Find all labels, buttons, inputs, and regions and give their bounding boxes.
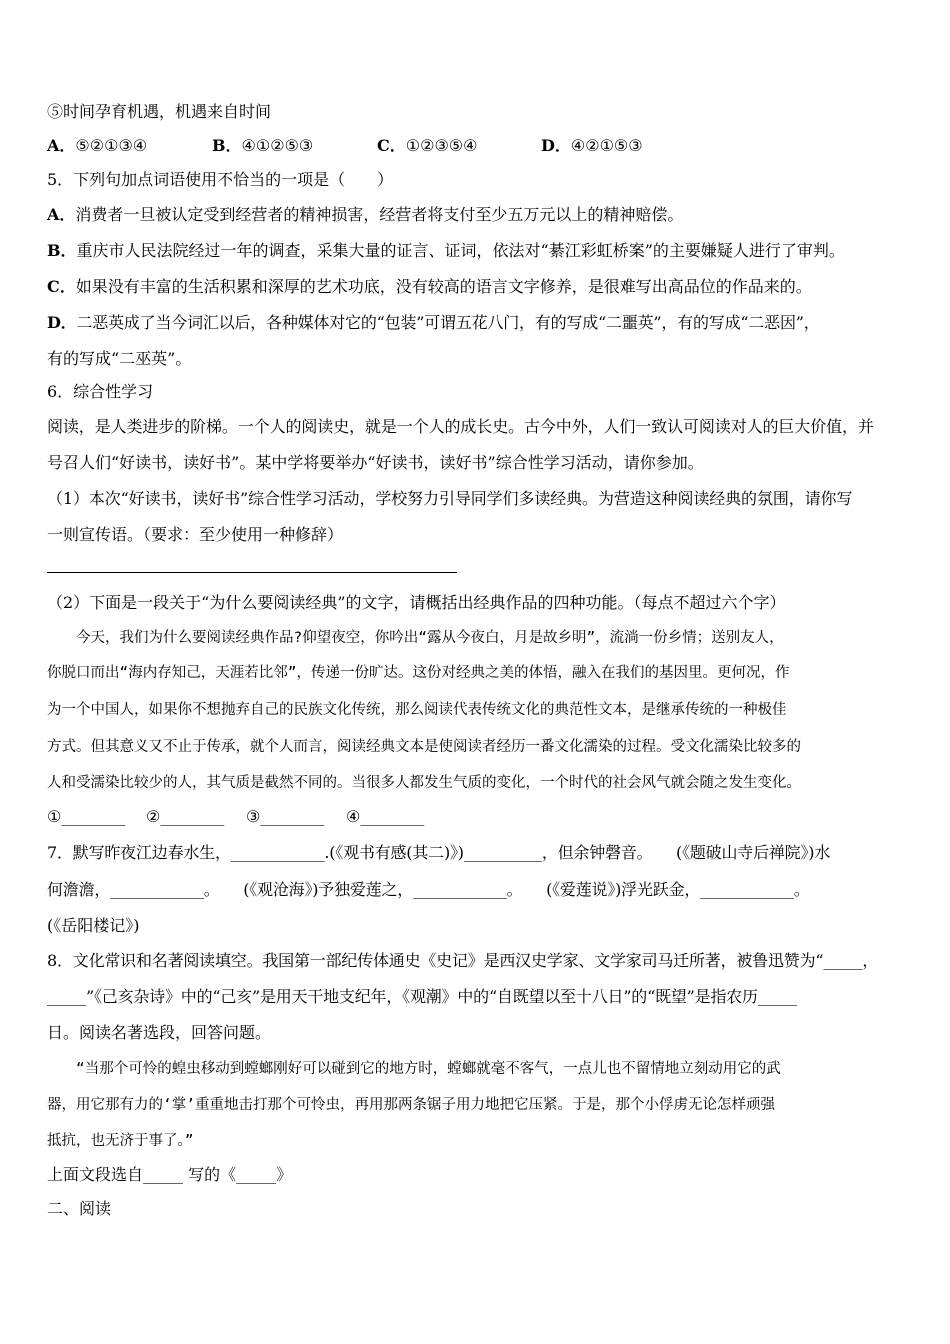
q6-intro-line-2: 号召人们“好读书，读好书”。某中学将要举办“好读书，读好书”综合性学习活动，请你参加。	[47, 453, 704, 472]
q5-option-b: B．重庆市人民法院经过一年的调查，采集大量的证言、证词，依法对“綦江彩虹桥案”的主要嫌疑人进行了审判。	[47, 241, 845, 260]
answer-blank-2: ②________	[146, 807, 225, 826]
q4-option-b: B．④①②⑤③	[212, 136, 314, 155]
q8-question: 上面文段选自_____ 写的《_____》	[47, 1165, 293, 1184]
q5-option-d-continued: 有的写成“二巫英”。	[47, 349, 192, 368]
passage-line: 今天，我们为什么要阅读经典作品?仰望夜空，你吟出“露从今夜白，月是故乡明”，流淌一份乡情；送别友人，	[47, 630, 784, 646]
answer-blank-1: ①________	[47, 807, 126, 826]
q4-option-d: D．④②①⑤③	[541, 136, 643, 155]
q4-item-5: ⑤时间孕育机遇，机遇来自时间	[47, 102, 272, 121]
q7-line-2: 何澹澹，____________。 (《观沧海》)予独爱莲之，____________。 (《爱莲说》)浮光跃金，____________。	[47, 880, 810, 899]
excerpt-line: 抵抗，也无济于事了。”	[47, 1133, 194, 1149]
q5-option-d: D．二恶英成了当今词汇以后，各种媒体对它的“包装”可谓五花八门，有的写成“二噩英”，有的写成“二恶因”，	[47, 313, 820, 332]
passage-line: 你脱口而出“海内存知己，天涯若比邻”，传递一份旷达。这份对经典之美的体悟，融入在我们的基因里。更何况，作	[47, 665, 790, 681]
answer-blank-3: ③________	[246, 807, 325, 826]
q5-stem: 5．下列句加点词语使用不恰当的一项是（ ）	[47, 170, 394, 189]
excerpt-line: “当那个可怜的蝗虫移动到螳螂刚好可以碰到它的地方时，螳螂就毫不客气，一点儿也不留情地立刻动用它的武	[47, 1061, 781, 1077]
q6-stem: 6．综合性学习	[47, 382, 154, 401]
q6-part2-stem: （2）下面是一段关于“为什么要阅读经典”的文字，请概括出经典作品的四种功能。（每点不超过六个字）	[47, 593, 786, 612]
q8-line-3: 日。阅读名著选段，回答问题。	[47, 1023, 272, 1042]
q6-part1-line-2: 一则宣传语。（要求：至少使用一种修辞）	[47, 525, 344, 544]
answer-blank-line	[47, 572, 457, 573]
q5-option-c: C．如果没有丰富的生活积累和深厚的艺术功底，没有较高的语言文字修养，是很难写出高品位的作品来的。	[47, 277, 812, 296]
answer-blank-4: ④________	[346, 807, 425, 826]
q8-line-2: _____”《己亥杂诗》中的“己亥”是用天干地支纪年，《观潮》中的“自既望以至十八日”的“既望”是指农历_____	[47, 987, 797, 1006]
passage-line: 人和受濡染比较少的人，其气质是截然不同的。当很多人都发生气质的变化，一个时代的社会风气就会随之发生变化。	[47, 775, 801, 791]
q4-option-a: A．⑤②①③④	[47, 136, 148, 155]
excerpt-line: 器，用它那有力的‘掌’重重地击打那个可怜虫，再用那两条锯子用力地把它压紧。于是，那个小俘虏无论怎样顽强	[47, 1097, 775, 1113]
passage-line: 为一个中国人，如果你不想抛弃自己的民族文化传统，那么阅读代表传统文化的典范性文本，是继承传统的一种极佳	[47, 702, 787, 718]
q4-option-c: C．①②③⑤④	[377, 136, 478, 155]
section-heading: 二、阅读	[47, 1199, 112, 1218]
q8-line-1: 8．文化常识和名著阅读填空。我国第一部纪传体通史《史记》是西汉史学家、文学家司马迁所著，被鲁迅赞为“_____，	[47, 951, 879, 970]
q7-line-1: 7．默写昨夜江边春水生，____________.(《观书有感(其二)》)__________，但余钟磬音。 (《题破山寺后禅院》)水	[47, 843, 831, 862]
q6-part1-line-1: （1）本次“好读书，读好书”综合性学习活动，学校努力引导同学们多读经典。为营造这种阅读经典的氛围，请你写	[47, 489, 853, 508]
q7-line-3: (《岳阳楼记》)	[47, 916, 140, 935]
q6-intro-line-1: 阅读，是人类进步的阶梯。一个人的阅读史，就是一个人的成长史。古今中外，人们一致认可阅读对人的巨大价值，并	[47, 417, 874, 436]
passage-line: 方式。但其意义又不止于传承，就个人而言，阅读经典文本是使阅读者经历一番文化濡染的过程。受文化濡染比较多的	[47, 739, 801, 755]
q5-option-a: A．消费者一旦被认定受到经营者的精神损害，经营者将支付至少五万元以上的精神赔偿。	[47, 205, 684, 224]
